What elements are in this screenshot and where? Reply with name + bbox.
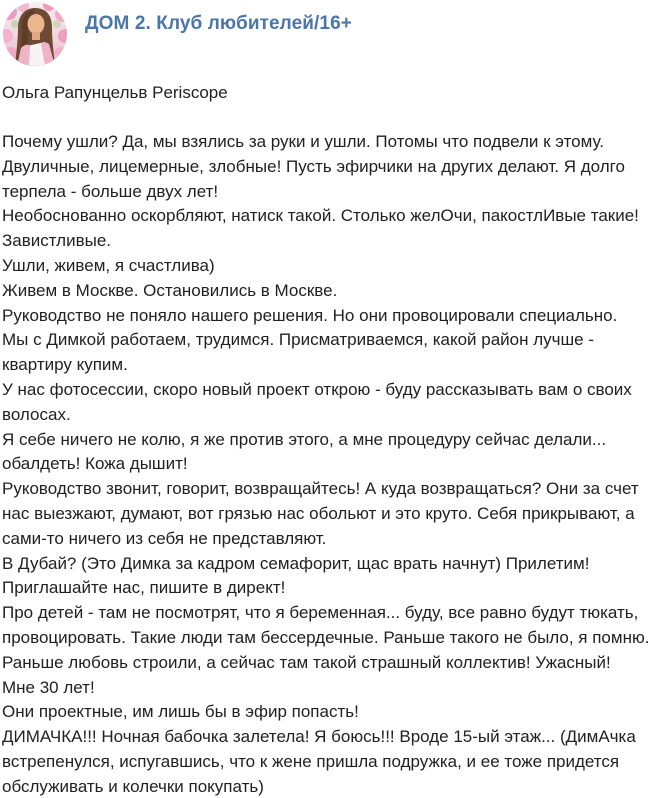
post-body bbox=[2, 130, 668, 798]
post-header bbox=[3, 2, 670, 68]
post-text-line: обалдеть! Кожа дышит! bbox=[2, 454, 188, 474]
post-text-line: Руководство звонит, говорит, возвращайтесь! А куда возвращаться? Они за счет bbox=[2, 479, 639, 499]
post-text-line: Двуличные, лицемерные, злобные! Пусть эфирчики на других делают. Я долго bbox=[2, 156, 625, 176]
post-text-line: Завистливые. bbox=[2, 231, 112, 251]
post-text-line: Необоснованно оскорбляют, натиск такой. Столько желОчи, пакостлИвые такие! bbox=[2, 206, 639, 226]
avatar-photo-icon bbox=[3, 2, 67, 66]
post-text-line: Они проектные, им лишь бы в эфир попасть! bbox=[2, 702, 359, 722]
post-text-line: Живем в Москве. Остановились в Москве. bbox=[2, 280, 338, 300]
community-name-link[interactable]: ДОМ 2. Клуб любителей/16+ bbox=[85, 13, 352, 34]
post-text-line: провоцировать. Такие люди там бессердечные. Раньше такого не было, я помню. bbox=[2, 627, 650, 647]
post-text-line: Я себе ничего не колю, я же против этого, а мне процедуру сейчас делали... bbox=[2, 429, 607, 449]
post-text-line: Мы с Димкой работаем, трудимся. Присматриваемся, какой район лучше - bbox=[2, 330, 594, 350]
post-text-line: обслуживать и колечки покупать) bbox=[2, 776, 264, 796]
post-text-line: Почему ушли? Да, мы взялись за руки и ушли. Потомы что подвели к этому. bbox=[2, 132, 605, 151]
post-text-line: У нас фотосессии, скоро новый проект открою - буду рассказывать вам о своих bbox=[2, 379, 632, 399]
post-author-line: Ольга Рапунцельв Periscope bbox=[2, 83, 228, 102]
post-text-line: встрепенулся, испугавшись, что к жене пришла подружка, и ее тоже придется bbox=[2, 751, 620, 771]
post-text-line: Приглашайте нас, пишите в директ! bbox=[2, 578, 286, 598]
post-text-line: терпела - больше двух лет! bbox=[2, 181, 219, 201]
post-text-line: квартиру купим. bbox=[2, 355, 128, 375]
post-text-line: сами-то ничего из себя не представляют. bbox=[2, 528, 327, 548]
post-text-line: ДИМАЧКА!!! Ночная бабочка залетела! Я боюсь!!! Вроде 15-ый этаж... (ДимАчка bbox=[2, 727, 636, 747]
post-text-line: Мне 30 лет! bbox=[2, 677, 95, 697]
post-text-line: Про детей - там не посмотрят, что я беременная... буду, все равно будут тюкать, bbox=[2, 603, 639, 623]
community-avatar[interactable] bbox=[3, 2, 67, 66]
post-text-line: В Дубай? (Это Димка за кадром семафорит, щас врать начнут) Прилетим! bbox=[2, 553, 590, 573]
post-text-line: нас выезжают, думают, вот грязью нас обольют и это круто. Себя прикрывают, а bbox=[2, 503, 635, 523]
post-text-line: волосах. bbox=[2, 404, 71, 424]
post-text-line: Раньше любовь строили, а сейчас там такой страшный коллектив! Ужасный! bbox=[2, 652, 611, 672]
post-text-line: Руководство не поняло нашего решения. Но они провоцировали специально. bbox=[2, 305, 618, 325]
post-text-line: Ушли, живем, я счастлива) bbox=[2, 255, 215, 275]
